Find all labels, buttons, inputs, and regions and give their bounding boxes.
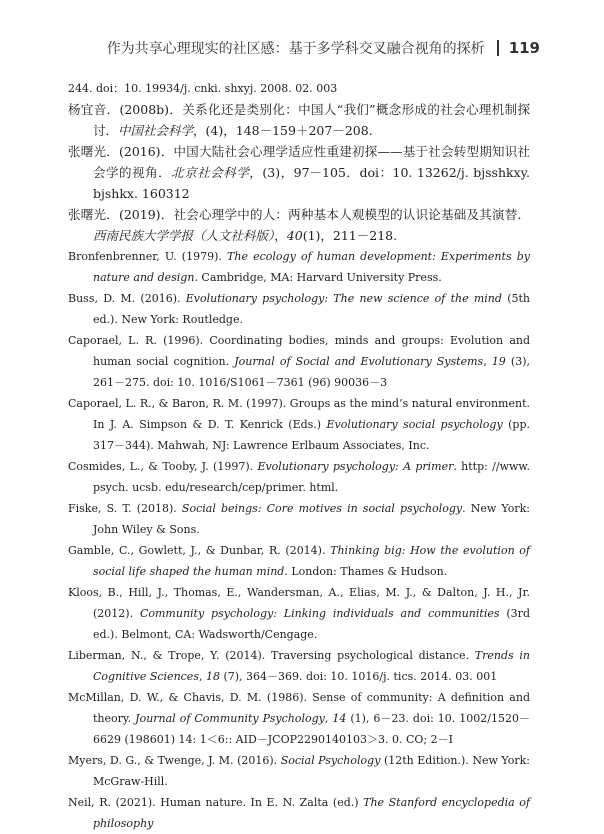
reference-list (68, 78, 530, 834)
page-number: 119 (508, 39, 540, 57)
reference-text: (12th Edition.). New York: McGraw-Hill. (93, 754, 530, 788)
reference-text: (5th ed.). New York: Routledge. (93, 292, 530, 326)
reference-text: . Cambridge, MA: Harvard University Press. (194, 271, 442, 284)
reference-entry (68, 99, 530, 141)
reference-continuation (68, 78, 530, 99)
reference-italic-text: The Stanford encyclopedia of philosophy (93, 796, 530, 830)
reference-text: Gamble, C., Gowlett, J., & Dunbar, R. (2014). (68, 544, 331, 557)
reference-italic-text: The ecology of human development: Experiments by nature and design (93, 250, 530, 284)
reference-italic-text: Social Psychology (280, 754, 381, 767)
reference-text: Cosmides, L., & Tooby, J. (1997). (68, 460, 258, 473)
reference-entry (68, 792, 530, 834)
reference-entry (68, 204, 530, 246)
reference-italic-text: Evolutionary social psychology (326, 418, 503, 431)
reference-text: , (324, 712, 333, 725)
running-header (0, 38, 540, 58)
reference-entry (68, 456, 530, 498)
reference-italic-text: Journal of Social and Evolutionary Systems (234, 355, 484, 368)
reference-text: 张曙光．(2019)．社会心理学中的人：两种基本人观模型的认识论基础及其演替． (68, 207, 530, 222)
reference-text: Caporael, L. R., & Baron, R. M. (1997). Groups as the mind’s natural environment. In J. A. Simpson & D. T. Kenrick (Eds.) (68, 397, 530, 431)
reference-entry (68, 582, 530, 645)
reference-italic-text: Journal of Community Psychology (135, 712, 325, 725)
reference-text: . http: //www. psych. ucsb. edu/research/cep/primer. html. (93, 460, 531, 494)
reference-entry (68, 246, 530, 288)
reference-text: Caporael, L. R. (1996). Coordinating bodies, minds and groups: Evolution and human social cognition. (68, 334, 530, 368)
reference-text: (3rd ed.). Belmont, CA: Wadsworth/Cengage. (93, 607, 530, 641)
reference-italic-text: Trends in Cognitive Sciences (93, 649, 530, 683)
reference-entry (68, 393, 530, 456)
reference-italic-text: Evolutionary psychology: The new science of the mind (185, 292, 502, 305)
reference-italic-text: 西南民族大学学报（人文社科版） (93, 228, 275, 243)
reference-text: Buss, D. M. (2016). (68, 292, 186, 305)
reference-text: 张曙光．(2016)．中国大陆社会心理学适应性重建初探——基于社会转型期知识社会学的视角． (68, 144, 530, 180)
reference-italic-text: Thinking big: How the evolution of social life shaped the human mind (93, 544, 530, 578)
reference-text: (1)，211－218. (302, 228, 398, 243)
reference-text: ，(3)，97－105．doi：10. 13262/j. bjsshkxy. bjshkx. 160312 (93, 165, 530, 201)
reference-entry (68, 645, 530, 687)
reference-italic-text: 14 (332, 712, 347, 725)
reference-entry (68, 288, 530, 330)
reference-italic-text: 40 (286, 228, 303, 243)
reference-entry (68, 330, 530, 393)
header-divider (497, 40, 499, 56)
reference-italic-text: Evolutionary psychology: A primer (257, 460, 454, 473)
reference-italic-text: 18 (205, 670, 220, 683)
reference-text: Neil, R. (2021). Human nature. In E. N. Zalta (ed.) (68, 796, 364, 809)
reference-text: 杨宜音．(2008b)．关系化还是类别化：中国人“我们”概念形成的社会心理机制探讨． (68, 102, 530, 138)
reference-text: (3), 261－275. doi: 10. 1016/S1061－7361 (96) 90036－3 (93, 355, 531, 389)
reference-text: Kloos, B., Hill, J., Thomas, E., Wandersman, A., Elias, M. J., & Dalton, J. H., Jr. (2012). (68, 586, 530, 620)
reference-italic-text: 19 (491, 355, 506, 368)
reference-entry (68, 687, 530, 750)
reference-italic-text: Community psychology: Linking individuals and communities (139, 607, 500, 620)
reference-text: ，(4)，148－159＋207－208. (193, 123, 373, 138)
reference-text: Bronfenbrenner, U. (1979). (68, 250, 228, 263)
reference-italic-text: 中国社会科学 (118, 123, 194, 138)
reference-text: Fiske, S. T. (2018). (68, 502, 182, 515)
reference-entry (68, 750, 530, 792)
reference-entry (68, 141, 530, 204)
reference-entry (68, 498, 530, 540)
reference-text: (7), 364－369. doi: 10. 1016/j. tics. 2014. 03. 001 (219, 670, 498, 683)
reference-text: McMillan, D. W., & Chavis, D. M. (1986). Sense of community: A definition and theory. (68, 691, 530, 725)
reference-text: , (483, 355, 492, 368)
reference-text: ， (274, 228, 287, 243)
reference-text: Myers, D. G., & Twenge, J. M. (2016). (68, 754, 281, 767)
reference-entry (68, 540, 530, 582)
reference-text: Liberman, N., & Trope, Y. (2014). Traversing psychological distance. (68, 649, 475, 662)
running-title: 作为共享心理现实的社区感：基于多学科交叉融合视角的探析 (106, 41, 485, 57)
reference-text: , (198, 670, 206, 683)
reference-text: (pp. 317－344). Mahwah, NJ: Lawrence Erlbaum Associates, Inc. (93, 418, 531, 452)
reference-text: . New York: John Wiley & Sons. (93, 502, 530, 536)
reference-text: 244. doi：10. 19934/j. cnki. shxyj. 2008. 02. 003 (68, 82, 338, 95)
reference-text: (1), 6－23. doi: 10. 1002/1520－6629 (198601) 14: 1＜6:: AID－JCOP2290140103＞3. 0. CO; 2－I (93, 712, 530, 746)
reference-italic-text: 北京社会科学 (171, 165, 250, 180)
reference-text: . London: Thames & Hudson. (284, 565, 448, 578)
reference-italic-text: Social beings: Core motives in social psychology (181, 502, 463, 515)
